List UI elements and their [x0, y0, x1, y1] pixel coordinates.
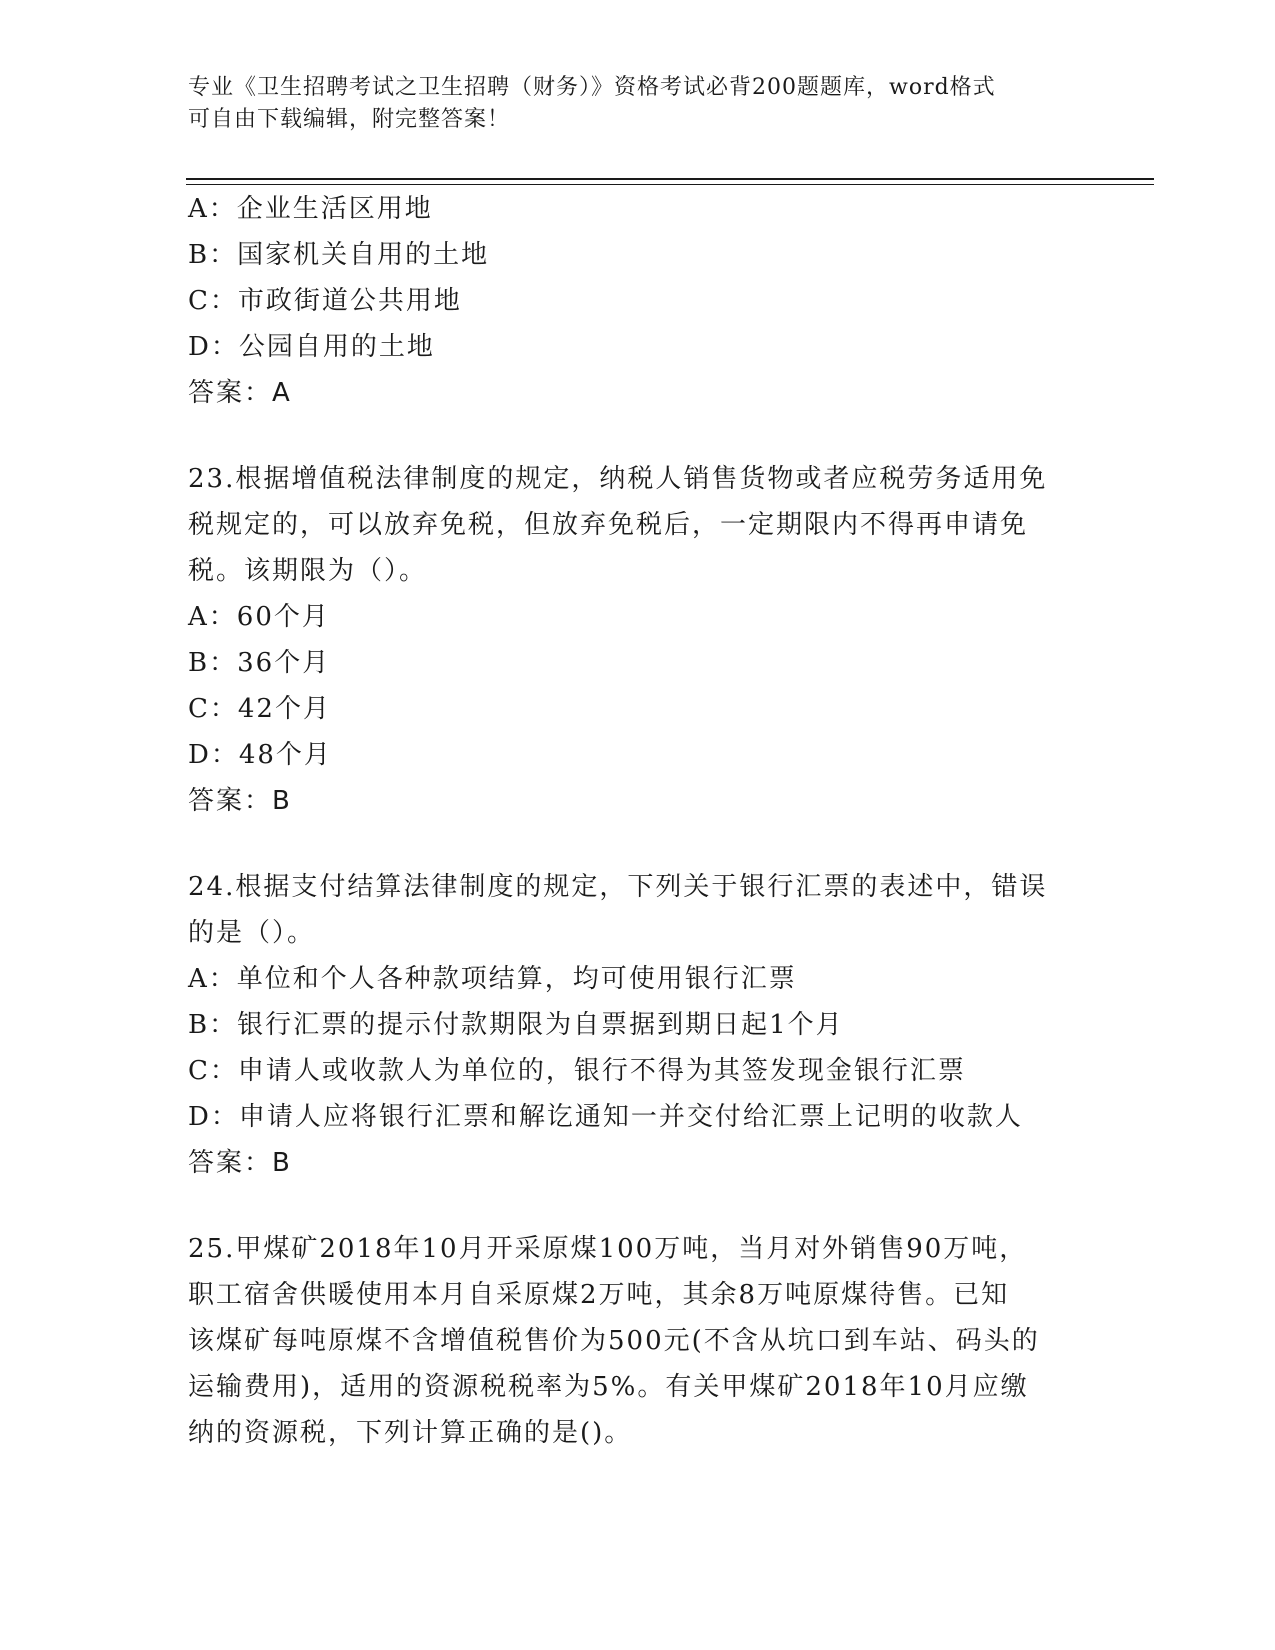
question-stem-line: 该煤矿每吨原煤不含增值税售价为500元(不含从坑口到车站、码头的 — [188, 1326, 1040, 1356]
option-b: B：银行汇票的提示付款期限为自票据到期日起1个月 — [188, 1010, 844, 1040]
answer: 答案：A — [188, 378, 292, 408]
header-line-1: 专业《卫生招聘考试之卫生招聘（财务）》资格考试必背200题题库，word格式 — [188, 75, 996, 100]
question-stem-line: 纳的资源税，下列计算正确的是()。 — [188, 1418, 633, 1448]
answer: 答案：B — [188, 786, 292, 816]
header-divider-thick — [186, 178, 1154, 180]
option-d: D：48个月 — [188, 740, 332, 770]
option-d: D：公园自用的土地 — [188, 332, 435, 362]
question-stem-line: 税。该期限为（）。 — [188, 556, 428, 586]
question-stem-line: 的是（）。 — [188, 918, 316, 948]
spacer — [188, 416, 1088, 456]
option-c: C：42个月 — [188, 694, 331, 724]
header-line-2: 可自由下载编辑，附完整答案！ — [188, 107, 511, 132]
question-23 — [188, 456, 1088, 824]
document-header — [188, 72, 1088, 136]
option-a: A：企业生活区用地 — [188, 194, 433, 224]
spacer — [188, 1186, 1088, 1226]
question-stem-line: 23.根据增值税法律制度的规定，纳税人销售货物或者应税劳务适用免 — [188, 464, 1048, 494]
question-stem-line: 运输费用)，适用的资源税税率为5%。有关甲煤矿2018年10月应缴 — [188, 1372, 1029, 1402]
option-c: C：市政街道公共用地 — [188, 286, 462, 316]
option-b: B：36个月 — [188, 648, 331, 678]
document-body — [188, 186, 1088, 1456]
option-c: C：申请人或收款人为单位的，银行不得为其签发现金银行汇票 — [188, 1056, 966, 1086]
question-stem-line: 25.甲煤矿2018年10月开采原煤100万吨，当月对外销售90万吨， — [188, 1234, 1028, 1264]
answer: 答案：B — [188, 1148, 292, 1178]
question-25 — [188, 1226, 1088, 1456]
option-b: B：国家机关自用的土地 — [188, 240, 490, 270]
question-22 — [188, 186, 1088, 416]
option-d: D：申请人应将银行汇票和解讫通知一并交付给汇票上记明的收款人 — [188, 1102, 1023, 1132]
question-stem-line: 税规定的，可以放弃免税，但放弃免税后，一定期限内不得再申请免 — [188, 510, 1029, 540]
option-a: A：60个月 — [188, 602, 330, 632]
question-stem-line: 职工宿舍供暖使用本月自采原煤2万吨，其余8万吨原煤待售。已知 — [188, 1280, 1010, 1310]
spacer — [188, 824, 1088, 864]
option-a: A：单位和个人各种款项结算，均可使用银行汇票 — [188, 964, 797, 994]
question-stem-line: 24.根据支付结算法律制度的规定，下列关于银行汇票的表述中，错误 — [188, 872, 1048, 902]
question-24 — [188, 864, 1088, 1186]
header-divider-thin — [186, 184, 1154, 185]
